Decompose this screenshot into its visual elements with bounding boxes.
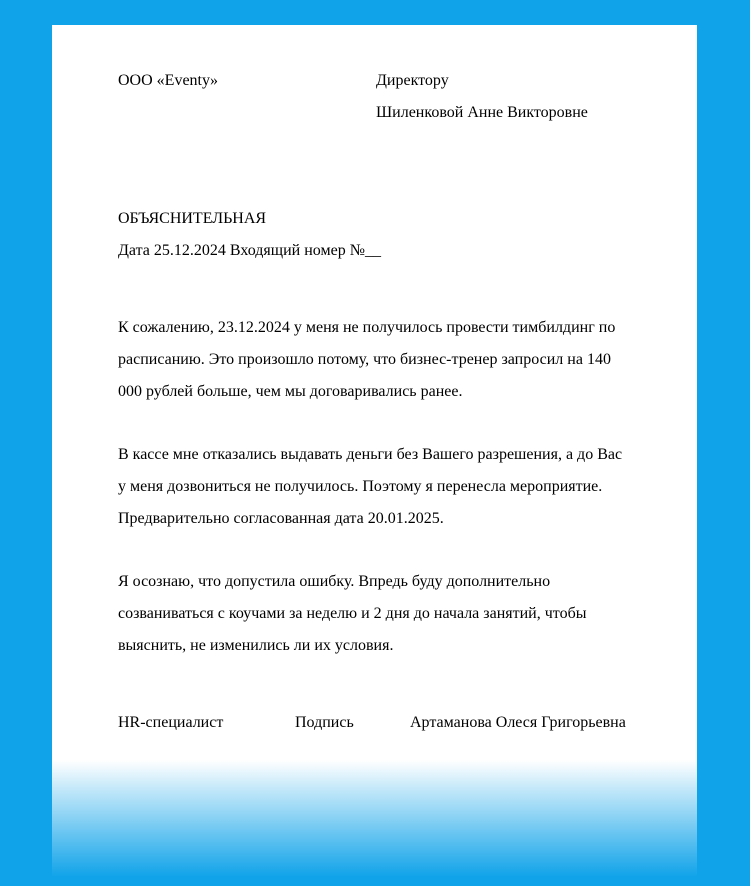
paragraph-3: Я осознаю, что допустила ошибку. Впредь буду дополнительно созваниваться с коучами за неделю и 2 дня до начала занятий, чтобы выяснить, не изменились ли их условия. — [118, 573, 587, 654]
document-title: ОБЪЯСНИТЕЛЬНАЯ — [118, 210, 267, 227]
paragraph-2: В кассе мне отказались выдавать деньги без Вашего разрешения, а до Вас у меня дозвониться не получилось. Поэтому я перенесла мероприятие. Предварительно согласованная дата 20.01.2025. — [118, 446, 623, 527]
recipient-title: Директору — [376, 72, 449, 89]
company-name: ООО «Eventy» — [118, 72, 218, 89]
document-header — [118, 65, 667, 129]
title-block — [118, 203, 667, 267]
signature-row — [118, 707, 667, 739]
recipient-block — [376, 65, 667, 129]
paragraph-1: К сожалению, 23.12.2024 у меня не получилось провести тимбилдинг по расписанию. Это произошло потому, что бизнес-тренер запросил на 140 000 рублей больше, чем мы договаривались ранее. — [118, 319, 616, 400]
document-content — [52, 25, 697, 739]
signature-label: Подпись — [295, 714, 354, 731]
date-and-number-line: Дата 25.12.2024 Входящий номер №__ — [118, 242, 381, 259]
signer-name: Артаманова Олеся Григорьевна — [410, 714, 626, 731]
recipient-name: Шиленковой Анне Викторовне — [376, 104, 588, 121]
signer-position: HR-специалист — [118, 714, 224, 731]
document-paper — [52, 25, 697, 886]
document-body — [118, 312, 667, 662]
